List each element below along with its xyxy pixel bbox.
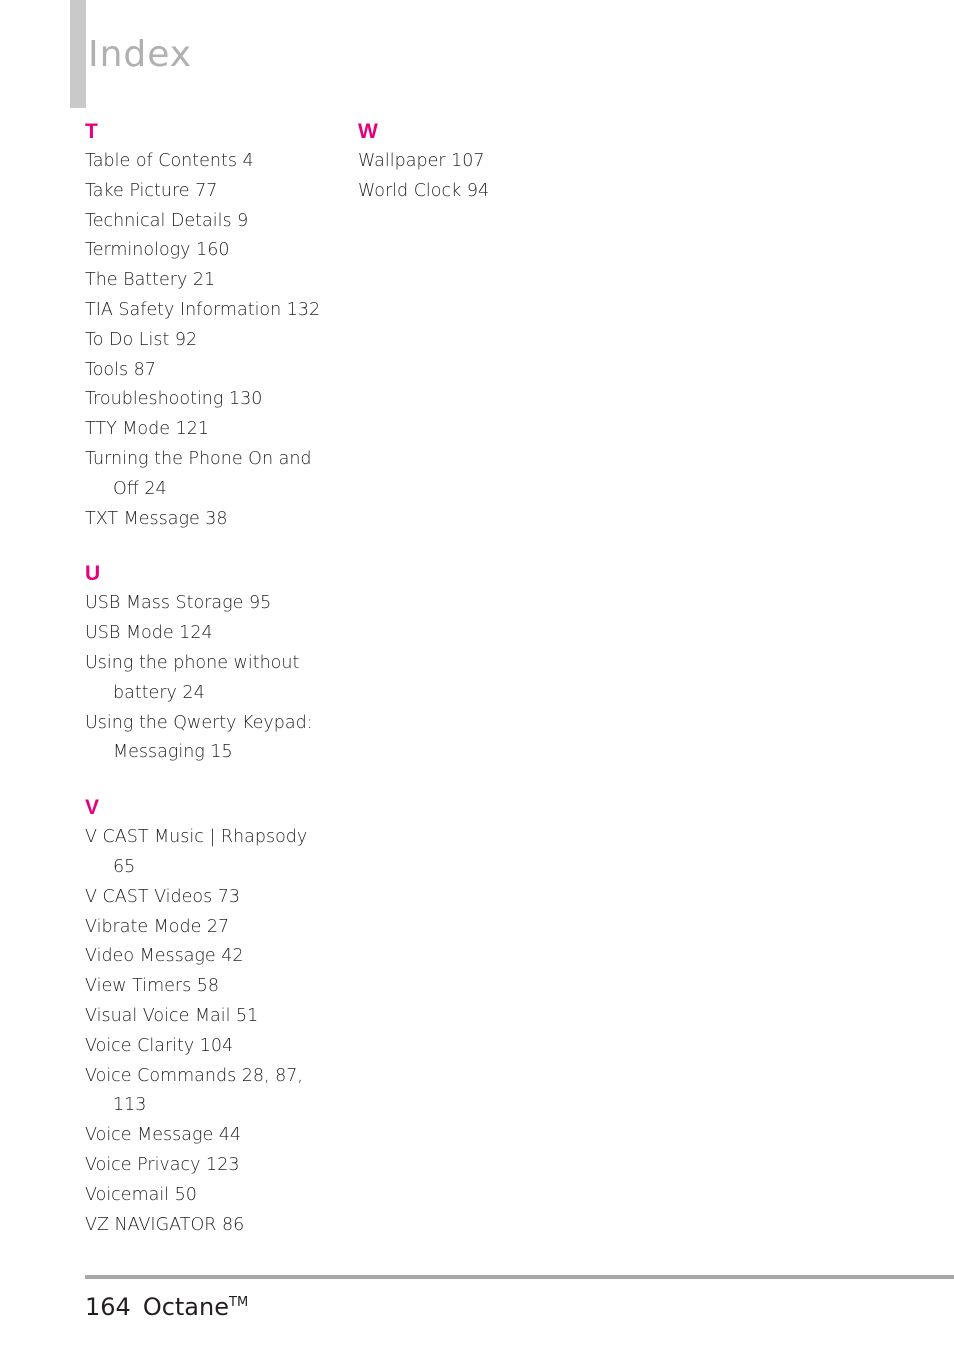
index-entry-continuation: 65 [113, 856, 136, 877]
product-name: Octane [142, 1293, 229, 1321]
index-entry-text: Voicemail 50 [85, 1184, 197, 1205]
index-entry-text: Troubleshooting 130 [85, 389, 263, 410]
index-entry-text: Terminology 160 [85, 240, 230, 261]
index-entry [85, 266, 345, 296]
index-entry [85, 177, 345, 207]
index-entry [85, 445, 345, 505]
index-entry-continuation: Messaging 15 [113, 742, 233, 763]
index-entry-text: Tools 87 [85, 359, 156, 380]
index-entry [85, 1181, 345, 1211]
index-entry [85, 415, 345, 445]
index-entry [85, 296, 345, 326]
index-entry-text: Technical Details 9 [85, 210, 249, 231]
index-entry-text: The Battery 21 [85, 270, 216, 291]
index-entry [85, 913, 345, 943]
index-entry-text: VZ NAVIGATOR 86 [85, 1214, 245, 1235]
index-entry-text: V CAST Music | Rhapsody [85, 827, 308, 848]
index-entry-continuation: battery 24 [113, 682, 205, 703]
index-entry [85, 1121, 345, 1151]
index-entry-text: USB Mass Storage 95 [85, 593, 272, 614]
index-entry [85, 883, 345, 913]
index-entry-text: TXT Message 38 [85, 508, 228, 529]
index-entry-text: TTY Mode 121 [85, 419, 209, 440]
index-entry-text: Vibrate Mode 27 [85, 916, 230, 937]
index-section-t [85, 117, 345, 534]
index-entry-text: Turning the Phone On and [85, 448, 312, 469]
index-entry-text: Voice Clarity 104 [85, 1035, 234, 1056]
page-title: Index [88, 34, 193, 75]
index-entry [85, 942, 345, 972]
title-accent-bar [70, 0, 86, 108]
page-number: 164 [85, 1293, 131, 1321]
index-entry [85, 972, 345, 1002]
entry-list [85, 589, 345, 768]
index-entry-text: Voice Commands 28, 87, [85, 1065, 303, 1086]
index-entry [85, 1002, 345, 1032]
index-entry-continuation: 113 [113, 1095, 147, 1116]
index-entry [85, 326, 345, 356]
index-entry-continuation: Off 24 [113, 478, 167, 499]
section-letter: U [85, 562, 101, 586]
index-section-w [358, 117, 618, 207]
index-column-left [85, 117, 345, 1265]
section-letter: V [85, 796, 100, 820]
index-entry [85, 356, 345, 386]
index-entry [85, 823, 345, 883]
index-entry-text: To Do List 92 [85, 329, 198, 350]
index-entry [85, 1211, 345, 1241]
index-entry [85, 236, 345, 266]
index-entry [85, 147, 345, 177]
entry-list [358, 147, 618, 207]
index-entry-text: View Timers 58 [85, 976, 220, 997]
index-column-right [358, 117, 618, 232]
index-entry [85, 1151, 345, 1181]
index-entry [85, 505, 345, 535]
index-entry [85, 709, 345, 769]
index-entry [358, 147, 618, 177]
index-entry [85, 1032, 345, 1062]
index-entry [358, 177, 618, 207]
index-section-v [85, 793, 345, 1240]
index-entry-text: TIA Safety Information 132 [85, 299, 321, 320]
index-entry-text: V CAST Videos 73 [85, 886, 241, 907]
index-entry-text: Table of Contents 4 [85, 151, 254, 171]
index-entry-text: Wallpaper 107 [358, 151, 485, 171]
index-entry [85, 207, 345, 237]
index-entry-text: USB Mode 124 [85, 623, 213, 644]
index-entry-text: Voice Message 44 [85, 1125, 242, 1146]
index-entry-text: Using the phone without [85, 652, 300, 673]
section-letter: W [358, 120, 378, 143]
entry-list [85, 823, 345, 1240]
index-entry-text: Using the Qwerty Keypad: [85, 712, 313, 733]
index-entry [85, 385, 345, 415]
page-footer [85, 1289, 248, 1325]
index-entry-text: Visual Voice Mail 51 [85, 1005, 259, 1026]
index-entry-text: Voice Privacy 123 [85, 1154, 240, 1175]
index-entry [85, 589, 345, 619]
index-entry [85, 1062, 345, 1122]
index-entry-text: Take Picture 77 [85, 180, 218, 201]
index-entry [85, 619, 345, 649]
index-entry-text: World Clock 94 [358, 180, 490, 201]
index-section-u [85, 559, 345, 768]
entry-list [85, 147, 345, 534]
section-letter: T [85, 120, 98, 143]
trademark-symbol: TM [229, 1295, 249, 1310]
footer-rule [85, 1275, 954, 1279]
index-entry [85, 649, 345, 709]
index-entry-text: Video Message 42 [85, 946, 244, 967]
